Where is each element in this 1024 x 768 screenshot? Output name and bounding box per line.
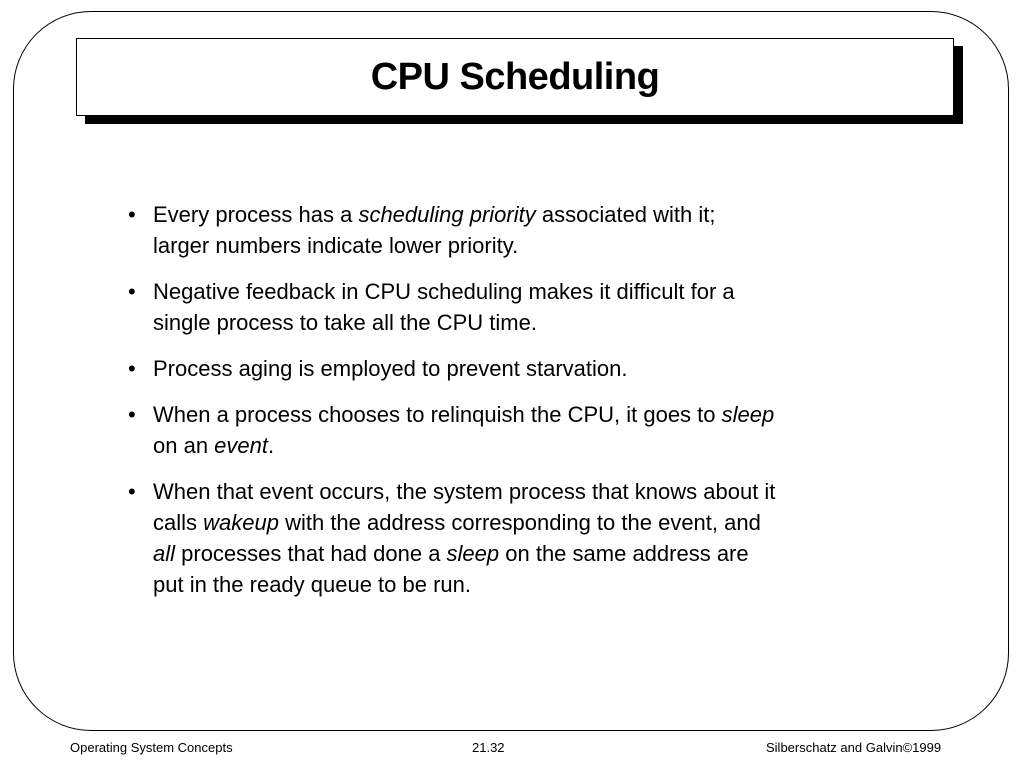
text-run: single process to take all the CPU time. xyxy=(153,310,537,335)
title-box xyxy=(76,38,954,116)
bullet-text xyxy=(153,479,775,597)
bullet-dot-icon: • xyxy=(128,479,136,504)
bullet-item xyxy=(128,476,908,600)
bullet-dot-icon: • xyxy=(128,202,136,227)
text-run: Process aging is employed to prevent starvation. xyxy=(153,356,628,381)
text-run: associated with it; xyxy=(535,202,716,227)
bullet-item xyxy=(128,276,908,338)
bullet-dot-icon: • xyxy=(128,356,136,381)
slide-title: CPU Scheduling xyxy=(370,55,660,98)
text-run: put in the ready queue to be run. xyxy=(153,572,472,597)
text-run: When that event occurs, the system process that knows about it xyxy=(153,479,776,504)
text-run: Every process has a xyxy=(153,202,359,227)
text-run: larger numbers indicate lower priority. xyxy=(153,233,519,258)
bullet-item xyxy=(128,199,908,261)
italic-term: all xyxy=(153,541,176,566)
footer-copyright: Silberschatz and Galvin©1999 xyxy=(766,740,942,755)
text-run: calls xyxy=(153,510,204,535)
italic-term: sleep xyxy=(721,402,775,427)
text-run: processes that had done a xyxy=(175,541,447,566)
bullet-text xyxy=(153,279,735,335)
text-run: . xyxy=(268,433,275,458)
bullet-item xyxy=(128,399,908,461)
text-run: on an xyxy=(153,433,215,458)
bullet-dot-icon: • xyxy=(128,402,136,427)
text-run: When a process chooses to relinquish the CPU, it goes to xyxy=(153,402,722,427)
italic-term: sleep xyxy=(446,541,500,566)
bullet-list xyxy=(128,199,908,615)
text-run: Negative feedback in CPU scheduling makes it difficult for a xyxy=(153,279,735,304)
bullet-text xyxy=(153,402,774,458)
bullet-item xyxy=(128,353,908,384)
bullet-text xyxy=(153,356,627,381)
bullet-text xyxy=(153,202,716,258)
text-run: on the same address are xyxy=(499,541,749,566)
text-run: with the address corresponding to the event, and xyxy=(278,510,761,535)
italic-term: wakeup xyxy=(203,510,279,535)
footer-page-number: 21.32 xyxy=(472,740,505,755)
bullet-dot-icon: • xyxy=(128,279,136,304)
footer-course-name: Operating System Concepts xyxy=(70,740,233,755)
italic-term: scheduling priority xyxy=(358,202,536,227)
italic-term: event xyxy=(214,433,268,458)
